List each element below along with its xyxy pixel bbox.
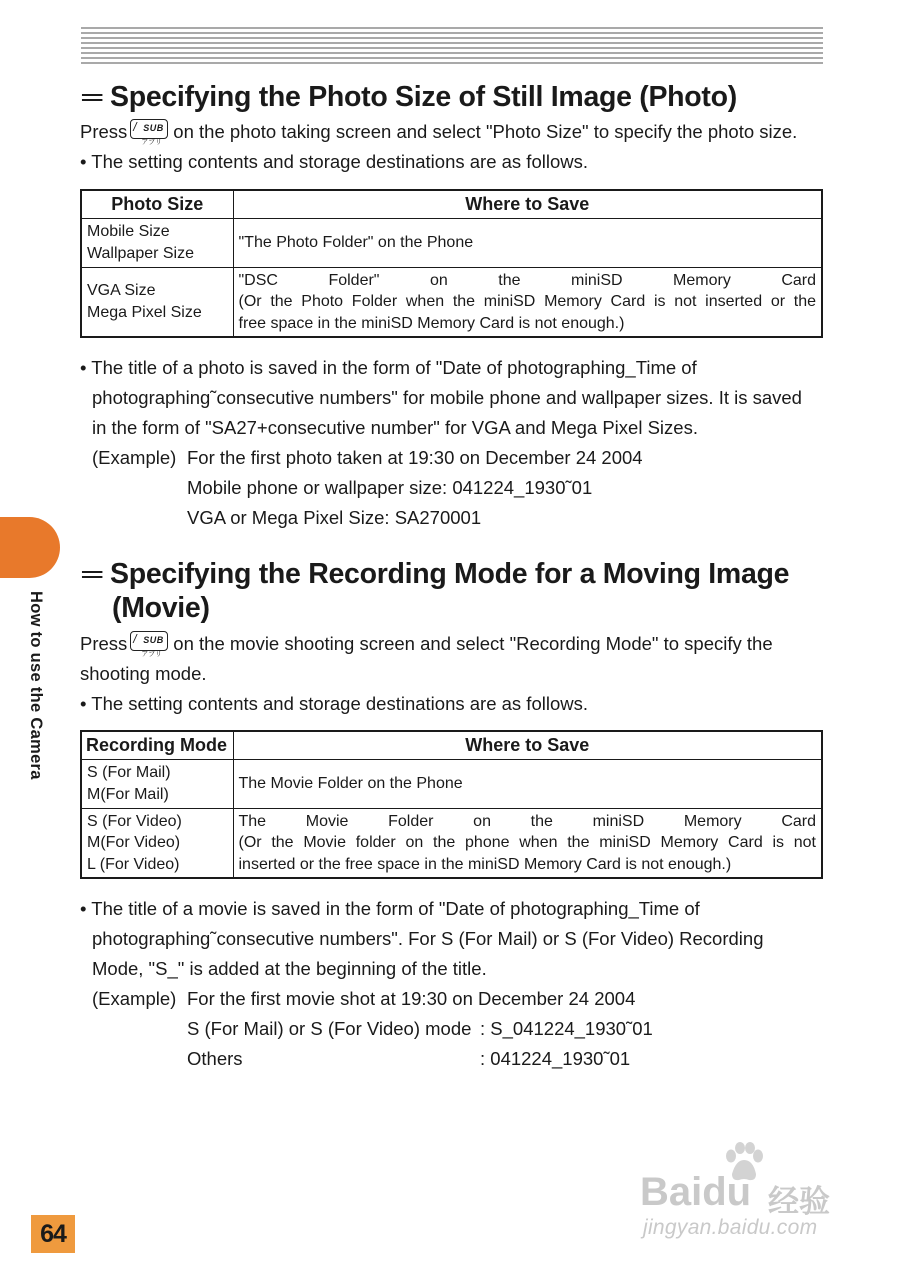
where-cell: "The Photo Folder" on the Phone: [233, 218, 822, 267]
section2-instruction: Press / SUB アプリ on the movie shooting screen and select "Recording Mode" to specify the shooting mode.: [80, 632, 773, 685]
example-pair-label: S (For Mail) or S (For Video) mode: [187, 1018, 472, 1039]
section1-bullet: • The setting contents and storage destinations are as follows.: [80, 151, 588, 172]
section1-note: • The title of a photo is saved in the form of "Date of photographing_Time of photographing˜consecutive numbers" for mobile phone and wallpaper sizes. It is saved in the form of "SA27+consecutive number" for VGA and Mega Pixel Sizes.: [80, 357, 802, 438]
column-header: Where to Save: [233, 731, 822, 759]
where-cell: The Movie Folder on the miniSD Memory Card (Or the Movie folder on the phone when the miniSD Memory Card is not inserted or the free space in the miniSD Memory Card is not enough.): [233, 808, 822, 878]
sub-key-icon: / SUB アプリ: [129, 631, 169, 659]
section2-note: • The title of a movie is saved in the form of "Date of photographing_Time of photographing˜consecutive numbers". For S (For Mail) or S (For Video) Recording Mode, "S_" is added at the beginning of the title.: [80, 898, 764, 979]
heading-bars-icon: ═: [82, 81, 102, 113]
section2-example-label: (Example): [92, 988, 177, 1009]
example-pair-value: : S_041224_1930˜01: [480, 1018, 653, 1039]
mode-cell: S (For Video) M(For Video) L (For Video): [81, 808, 233, 878]
mode-cell: S (For Mail) M(For Mail): [81, 759, 233, 808]
heading-bars-icon: ═: [82, 558, 102, 590]
column-header: Recording Mode: [81, 731, 233, 759]
where-cell: "DSC Folder" on the miniSD Memory Card (Or the Photo Folder when the miniSD Memory Card is not inserted or the free space in the miniSD Memory Card is not enough.): [233, 267, 822, 337]
watermark-url: jingyan.baidu.com: [643, 1216, 818, 1239]
chapter-label: How to use the Camera: [27, 591, 45, 780]
page-number: 64: [31, 1215, 75, 1253]
example-pair-value: : 041224_1930˜01: [480, 1048, 631, 1069]
where-cell: The Movie Folder on the Phone: [233, 759, 822, 808]
size-cell: Mobile Size Wallpaper Size: [81, 218, 233, 267]
size-cell: VGA Size Mega Pixel Size: [81, 267, 233, 337]
table-row: [81, 218, 822, 267]
photo-size-table: [80, 189, 823, 338]
table-row: [81, 759, 822, 808]
section2-title: ═ Specifying the Recording Mode for a Moving Image (Movie): [82, 558, 790, 624]
section1-title: ═ Specifying the Photo Size of Still Image (Photo): [82, 81, 737, 113]
table-header-row: [81, 731, 822, 759]
watermark-brand-cn: 经验: [768, 1184, 830, 1219]
section2-bullet: • The setting contents and storage destinations are as follows.: [80, 693, 588, 714]
column-header: Photo Size: [81, 190, 233, 218]
example-pair-label: Others: [187, 1048, 243, 1069]
section1-example-label: (Example): [92, 447, 177, 468]
section2-example: For the first movie shot at 19:30 on December 24 2004: [187, 988, 636, 1009]
section1-instruction: Press / SUB アプリ on the photo taking screen and select "Photo Size" to specify the photo size.: [80, 120, 798, 147]
chapter-tab: [0, 517, 60, 578]
recording-mode-table: [80, 730, 823, 879]
header-stripes: [81, 27, 823, 65]
watermark-brand: Baidu: [640, 1170, 752, 1214]
table-row: [81, 267, 822, 337]
section1-example: For the first photo taken at 19:30 on December 24 2004 Mobile phone or wallpaper size: 041224_1930˜01 VGA or Mega Pixel Size: SA270001: [187, 447, 643, 528]
table-header-row: [81, 190, 822, 218]
watermark: [640, 1142, 860, 1252]
sub-key-icon: / SUB アプリ: [129, 119, 169, 147]
column-header: Where to Save: [233, 190, 822, 218]
table-row: [81, 808, 822, 878]
